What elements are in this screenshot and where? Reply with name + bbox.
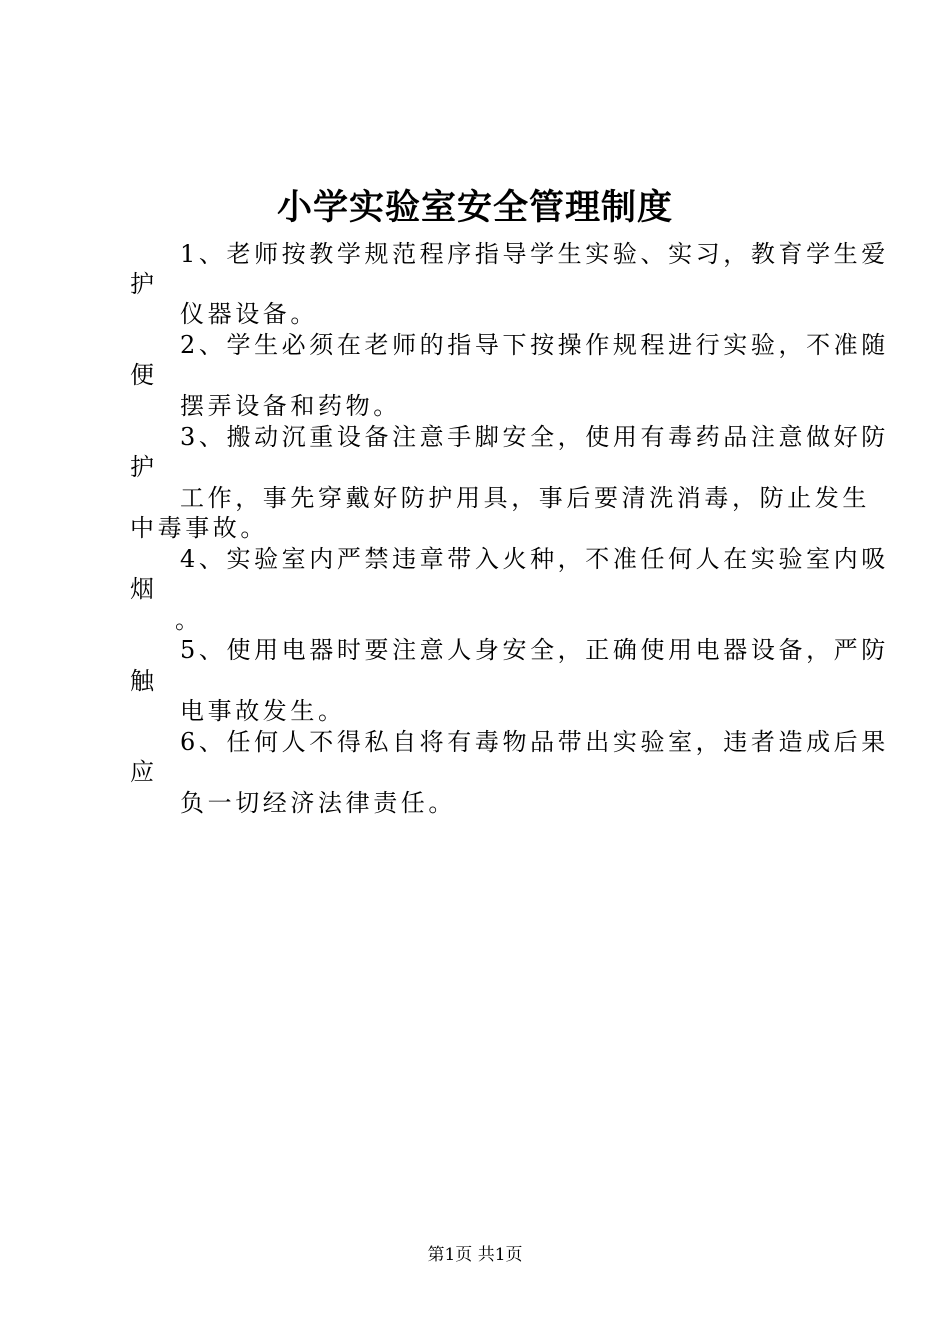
body-line: 工作，事先穿戴好防护用具，事后要清洗消毒，防止发生: [180, 484, 870, 512]
body-line: 1、老师按教学规范程序指导学生实验、实习，教育学生爱: [180, 240, 889, 268]
body-line: 护: [130, 270, 158, 298]
body-line: 负一切经济法律责任。: [180, 789, 456, 817]
body-line: 摆弄设备和药物。: [180, 392, 401, 420]
body-line: 中毒事故。: [130, 514, 268, 542]
body-line: 6、任何人不得私自将有毒物品带出实验室，违者造成后果: [180, 728, 889, 756]
page-footer: 第1页 共1页: [427, 1245, 523, 1265]
body-line: 电事故发生。: [180, 697, 346, 725]
document-title: 小学实验室安全管理制度: [276, 187, 673, 228]
body-line: 触: [130, 667, 158, 695]
body-line: 仪器设备。: [180, 300, 318, 328]
body-line: 便: [130, 361, 158, 389]
body-line: 3、搬动沉重设备注意手脚安全，使用有毒药品注意做好防: [180, 423, 889, 451]
body-line: 5、使用电器时要注意人身安全，正确使用电器设备，严防: [180, 636, 889, 664]
body-line: 4、实验室内严禁违章带入火种，不准任何人在实验室内吸: [180, 545, 889, 573]
body-line: 2、学生必须在老师的指导下按操作规程进行实验，不准随: [180, 331, 889, 359]
body-line: 应: [130, 758, 158, 786]
body-line: 护: [130, 453, 158, 481]
body-line: 。: [175, 606, 203, 634]
body-line: 烟: [130, 575, 158, 603]
